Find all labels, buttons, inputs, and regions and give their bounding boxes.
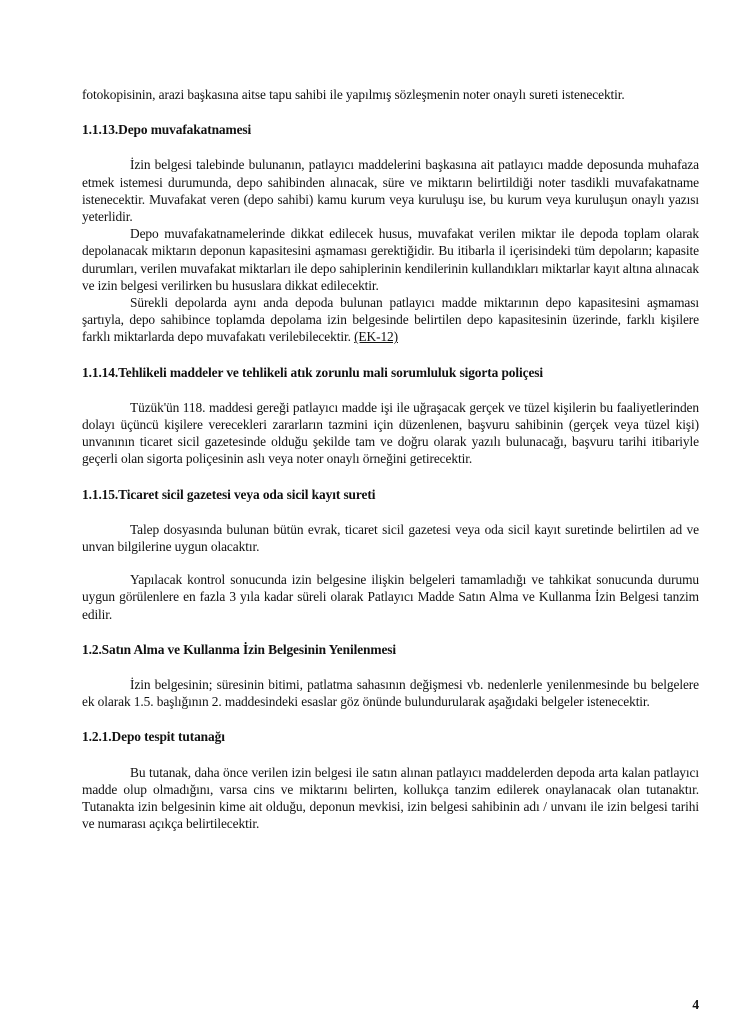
paragraph-1-1-15-a: Talep dosyasında bulunan bütün evrak, ticaret sicil gazetesi veya oda sicil kayıt suretinde belirtilen ad ve unvan bilgilerine uygun olacaktır.	[82, 521, 699, 555]
paragraph-1-2-a: İzin belgesinin; süresinin bitimi, patlatma sahasının değişmesi vb. nedenlerle yenilenmesinde bu belgelere ek olarak 1.5. başlığının 2. maddesindeki esaslar göz önünde bulundurularak aşağıdaki belgeler istenecektir.	[82, 677, 699, 710]
section-heading-1-2: 1.2.Satın Alma ve Kullanma İzin Belgesinin Yenilenmesi	[82, 641, 397, 657]
paragraph-1-1-13-c-text: Sürekli depolarda aynı anda depoda bulunan patlayıcı madde miktarının depo kapasitesini aşmaması şartıyla, depo sahibince toplamda depolama izin belgesinde belirtilen depo kapasitesinin üzerinde, farklı kişilere farklı miktarlarda depo muvafakatı verilebilecektir.	[82, 295, 699, 345]
paragraph-1-1-13-c	[82, 294, 699, 346]
paragraph-1-1-13-b: Depo muvafakatnamelerinde dikkat edilecek husus, muvafakat verilen miktar ile depoda toplam olarak depolanacak miktarın deponun kapasitesini aşmaması gerektiğidir. Bu itibarla il içerisindeki tüm depoların; kapasite durumları, verilen muvafakat miktarları ile depo sahiplerinin kendilerinin kullandıkları miktarlar kayıt altına alınacak ve izin belgesi verilirken bu hususlara dikkat edilecektir.	[82, 226, 699, 293]
section-heading-1-1-14: 1.1.14.Tehlikeli maddeler ve tehlikeli atık zorunlu mali sorumluluk sigorta poliçesi	[82, 364, 544, 380]
page-number: 4	[692, 997, 699, 1012]
annex-link[interactable]: (EK-12)	[354, 329, 398, 345]
section-heading-1-1-13: 1.1.13.Depo muvafakatnamesi	[82, 122, 252, 138]
section-heading-1-1-15: 1.1.15.Ticaret sicil gazetesi veya oda sicil kayıt sureti	[82, 486, 376, 502]
paragraph-1-1-14-a: Tüzük'ün 118. maddesi gereği patlayıcı madde işi ile uğraşacak gerçek ve tüzel kişilerin bu faaliyetlerinden dolayı üçüncü kişilere verecekleri zararların tazmini için düzenlenen, başvuru sahibinin (gerçek veya tüzel kişi) unvanının ticaret sicil gazetesinde olduğu şekilde tam ve doğru olarak yazılı bulunacağı, başvuru tarihi itibariyle geçerli olan sigorta poliçesinin aslı veya noter onaylı örneğini getirecektir.	[82, 399, 699, 467]
paragraph-continuation: fotokopisinin, arazi başkasına aitse tapu sahibi ile yapılmış sözleşmenin noter onaylı sureti istenecektir.	[82, 87, 625, 102]
paragraph-1-1-15-b: Yapılacak kontrol sonucunda izin belgesine ilişkin belgeleri tamamladığı ve tahkikat sonucunda durumu uygun görülenlere en fazla 3 yıla kadar süreli olarak Patlayıcı Madde Satın Alma ve Kullanma İzin Belgesi tanzim edilir.	[82, 572, 699, 622]
paragraph-1-2-1-a: Bu tutanak, daha önce verilen izin belgesi ile satın alınan patlayıcı maddelerden depoda arta kalan patlayıcı madde olup olmadığını, varsa cins ve miktarını belirten, kollukça tanzim edilerek onaylanacak olan tutanaktır. Tutanakta izin belgesinin kime ait olduğu, deponun mevkisi, izin belgesi sahibinin adı / unvanı ile izin belgesi tarihi ve numarası açıkça belirtilecektir.	[82, 764, 699, 832]
paragraph-1-1-13-a: İzin belgesi talebinde bulunanın, patlayıcı maddelerini başkasına ait patlayıcı madde deposunda muhafaza etmek istemesi durumunda, depo sahibinden alınacak, süre ve miktarın belirtildiği noter tasdikli muvafakatname istenecektir. Muvafakat veren (depo sahibi) kamu kurum veya kuruluşu ise, bu kurum veya kuruluşun onaylı yazısı yeterlidir.	[82, 157, 699, 225]
section-heading-1-2-1: 1.2.1.Depo tespit tutanağı	[82, 729, 225, 745]
